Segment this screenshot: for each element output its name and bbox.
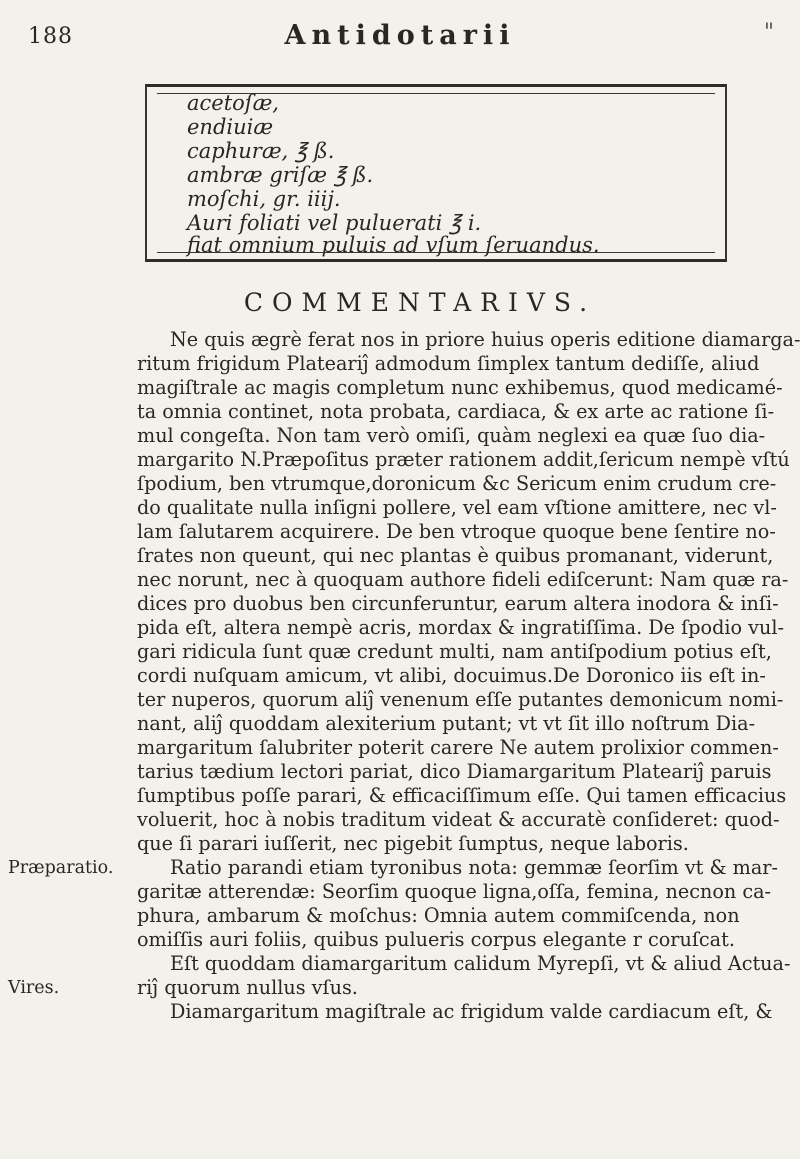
text-line: omiſſis auri foliis, quibus pulueris corpus elegante r coruſcat. <box>137 928 735 951</box>
recipe-line: fiat omnium puluis ad vſum ſeruandus. <box>187 233 600 257</box>
text-line: que ſi parari iuſſerit, nec pigebit ſumptus, neque laboris. <box>137 832 689 855</box>
text-line: cordi nuſquam amicum, vt alibi, docuimus.De Doronico iis eſt in- <box>137 664 766 687</box>
text-line: voluerit, hoc à nobis traditum videat & accuratè conſideret: quod- <box>137 808 780 831</box>
text-line: phura, ambarum & moſchus: Omnia autem commiſcenda, non <box>137 904 740 927</box>
recipe-line: Auri foliati vel puluerati ℥ i. <box>187 211 482 235</box>
recipe-line: caphuræ, ℥ ß. <box>187 139 335 163</box>
page-number: 188 <box>28 24 73 49</box>
section-heading: COMMENTARIVS. <box>243 288 597 317</box>
text-line: Eſt quoddam diamargaritum calidum Myrepſi, vt & aliud Actua- <box>170 952 791 975</box>
margin-note-praeparatio: Præparatio. <box>8 858 114 878</box>
text-line: Diamargaritum magiſtrale ac frigidum valde cardiacum eſt, & <box>170 1000 773 1023</box>
text-line: ritum frigidum Plateariĵ admodum ſimplex tantum dediſſe, aliud <box>137 352 760 375</box>
text-line: Ratio parandi etiam tyronibus nota: gemmæ ſeorſim vt & mar- <box>170 856 778 879</box>
text-line: riĵ quorum nullus vſus. <box>137 976 358 999</box>
text-line: pida eſt, altera nempè acris, mordax & ingratiſſima. De ſpodio vul- <box>137 616 784 639</box>
recipe-line: ambræ griſæ ℥ ß. <box>187 163 374 187</box>
text-line: Ne quis ægrè ferat nos in priore huius operis editione diamarga- <box>170 328 800 351</box>
margin-note-vires: Vires. <box>8 978 60 998</box>
text-line: nec norunt, nec à quoquam authore fideli ediſcerunt: Nam quæ ra- <box>137 568 789 591</box>
text-line: ſumptibus poſſe parari, & efficaciſſimum eſſe. Qui tamen efficacius <box>137 784 787 807</box>
text-line: nant, aliĵ quoddam alexiterium putant; vt vt ſit illo noſtrum Dia- <box>137 712 756 735</box>
recipe-line: acetoſæ, <box>187 91 279 115</box>
corner-mark: " <box>763 20 774 45</box>
text-line: margaritum ſalubriter poterit carere Ne autem prolixior commen- <box>137 736 779 759</box>
recipe-line: moſchi, gr. iiij. <box>187 187 341 211</box>
text-line: ſrates non queunt, qui nec plantas è quibus promanant, viderunt, <box>137 544 774 567</box>
text-line: ſpodium, ben vtrumque,doronicum &c Sericum enim crudum cre- <box>137 472 777 495</box>
running-title: Antidotarii <box>284 20 516 51</box>
text-line: dices pro duobus ben circunferuntur, earum altera inodora & inſi- <box>137 592 779 615</box>
text-line: gari ridicula ſunt quæ credunt multi, nam antiſpodium potius eſt, <box>137 640 772 663</box>
text-line: mul congeſta. Non tam verò omiſi, quàm neglexi ea quæ ſuo dia- <box>137 424 766 447</box>
text-line: ta omnia continet, nota probata, cardiaca, & ex arte ac ratione ſi- <box>137 400 775 423</box>
text-line: ter nuperos, quorum aliĵ venenum eſſe putantes demonicum nomi- <box>137 688 784 711</box>
recipe-line: endiuiæ <box>187 115 274 139</box>
recipe-box <box>145 84 727 262</box>
text-line: garitæ atterendæ: Seorſim quoque ligna,oſſa, femina, necnon ca- <box>137 880 772 903</box>
text-line: do qualitate nulla inſigni pollere, vel eam vſtione amittere, nec vl- <box>137 496 777 519</box>
text-line: magiſtrale ac magis completum nunc exhibemus, quod medicamé- <box>137 376 783 399</box>
text-line: margarito N.Præpoſitus præter rationem addit,ſericum nempè vſtú <box>137 448 790 471</box>
text-line: tarius tædium lectori pariat, dico Diamargaritum Plateariĵ paruis <box>137 760 772 783</box>
text-line: lam ſalutarem acquirere. De ben vtroque quoque bene ſentire no- <box>137 520 776 543</box>
